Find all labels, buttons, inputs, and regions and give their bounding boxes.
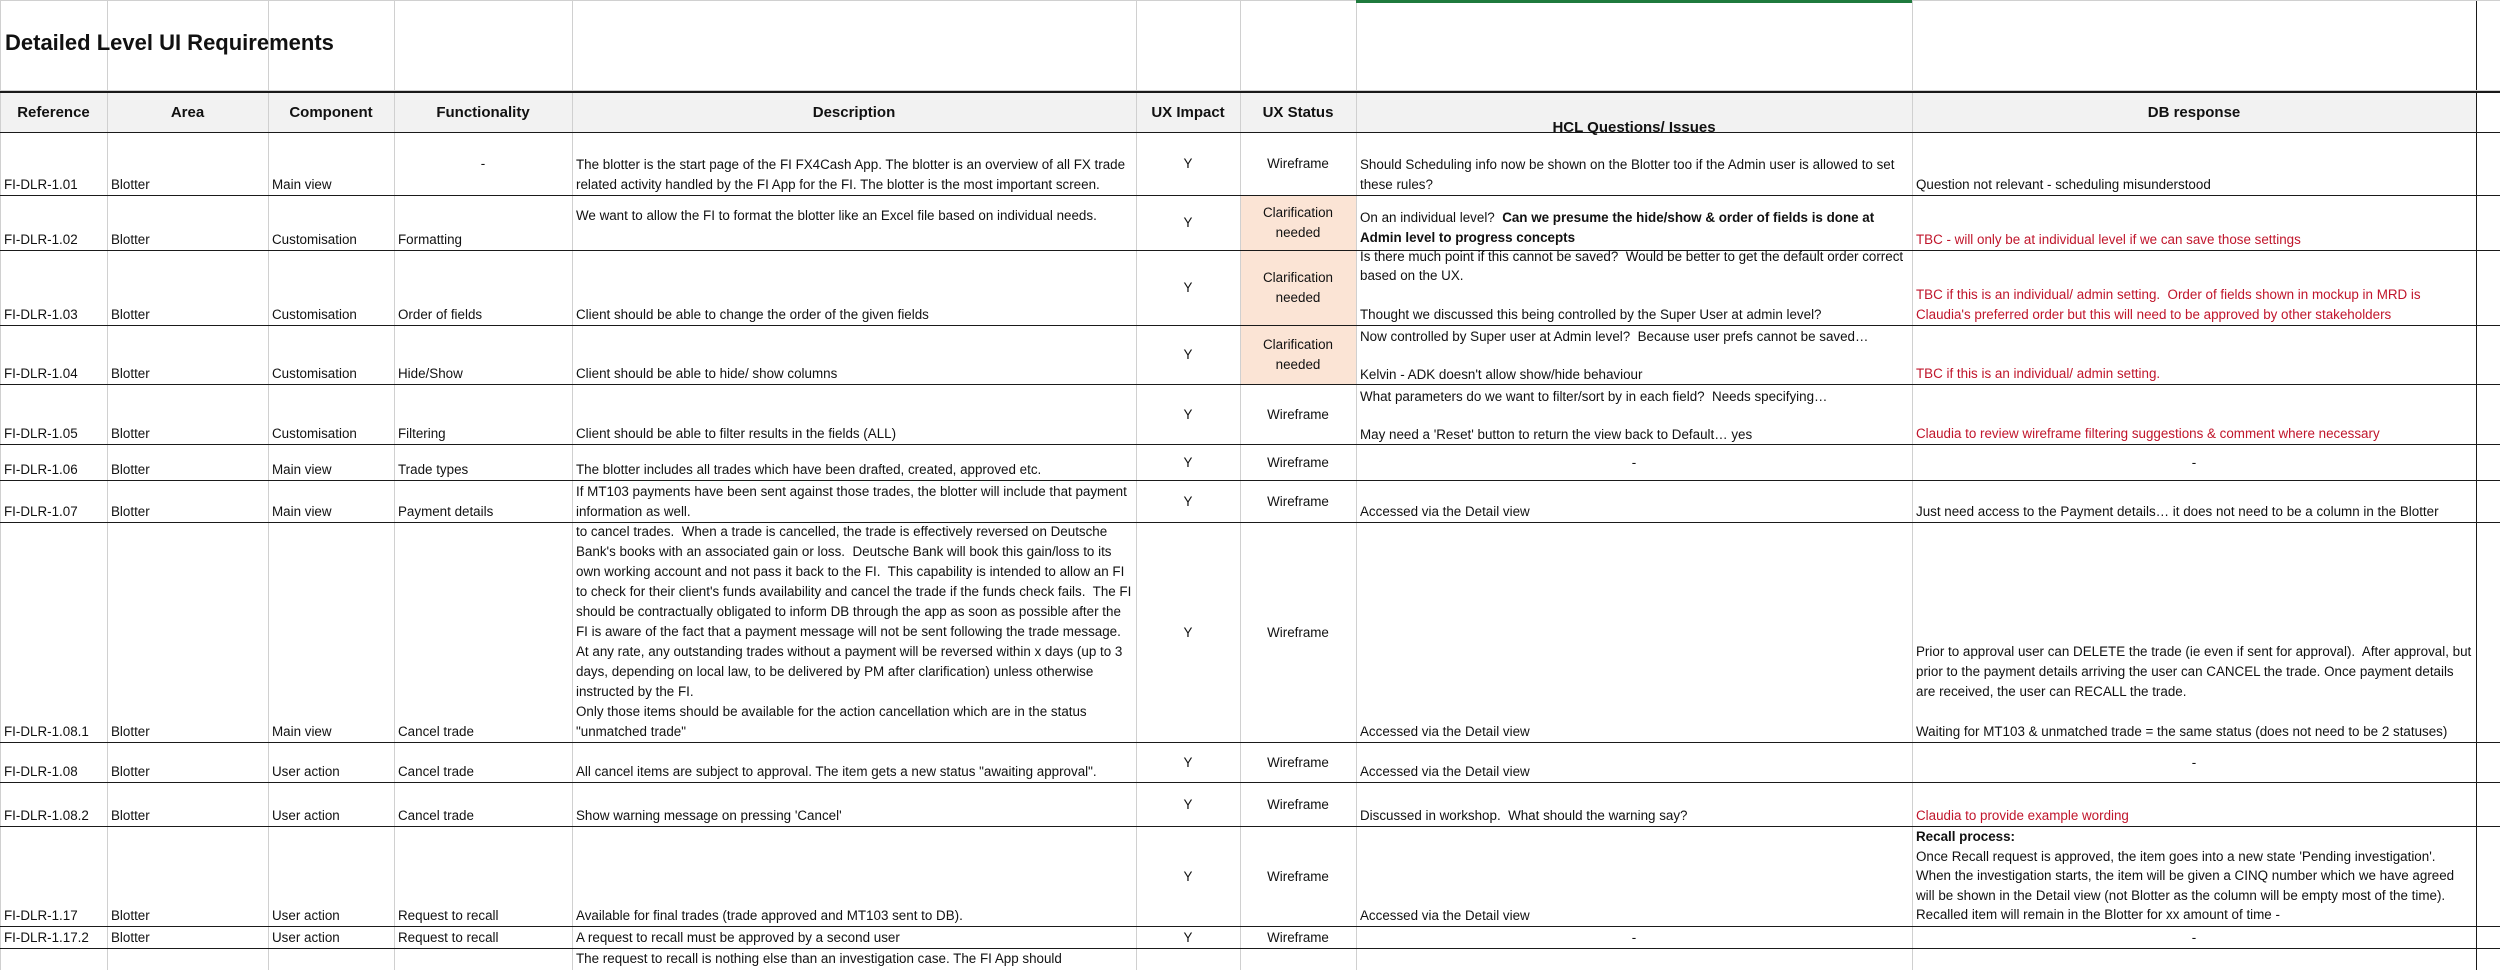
cell-hcl[interactable]: Accessed via the Detail view	[1360, 504, 1530, 519]
cell-component[interactable]: User action	[272, 764, 340, 779]
cell-db-response[interactable]: -	[2191, 929, 2197, 945]
cell-ux-status[interactable]: Wireframe	[1267, 454, 1329, 470]
gridline	[268, 0, 269, 970]
gridline	[1356, 0, 1357, 970]
header-description[interactable]: Description	[812, 103, 896, 121]
cell-functionality[interactable]: Request to recall	[398, 908, 499, 923]
cell-component[interactable]: Main view	[272, 177, 332, 192]
cell-description[interactable]: to cancel trades. When a trade is cancelled, the trade is effectively reversed on Deutsche Bank's books with an associated gain or loss. Deutsche Bank will book this gain/loss to its own working account and not pass it back to the FI. This capability is intended to allow an FI to check for their client's funds availability and cancel the trade if the funds check fails. The FI should be contractually obligated to inform DB through the app as soon as possible after the FI is aware of the fact that a payment message will not be sent following the trade message. At any rate, any outstanding trades without a payment will be reversed within x days (up to 3 days, depending on local law, to be delivered by PM after clarification) unless otherwise instructed by the FI. Only those items should be available for the action cancellation which are in the status "unmatched trade"	[576, 524, 1132, 739]
header-hcl-questions[interactable]: HCL Questions/ Issues	[1552, 119, 1716, 136]
cell-ux-status[interactable]: Wireframe	[1267, 868, 1329, 884]
cell-db-response[interactable]: Claudia to provide example wording	[1916, 808, 2129, 823]
cell-functionality[interactable]: Order of fields	[398, 307, 483, 322]
sheet-title: Detailed Level UI Requirements	[5, 30, 334, 55]
cell-ux-status[interactable]: Wireframe	[1267, 754, 1329, 770]
header-db-response[interactable]: DB response	[2147, 103, 2241, 121]
cell-ux-status[interactable]: Wireframe	[1267, 929, 1329, 945]
cell-functionality[interactable]: Request to recall	[398, 930, 499, 945]
cell-functionality[interactable]: Formatting	[398, 232, 462, 247]
cell-description[interactable]: Client should be able to hide/ show columns	[576, 366, 838, 381]
cell-component[interactable]: User action	[272, 908, 340, 923]
cell-area[interactable]: Blotter	[111, 764, 150, 779]
cell-ux-status[interactable]: Clarification needed	[1263, 270, 1333, 305]
cell-component[interactable]: Customisation	[272, 426, 357, 441]
cell-area[interactable]: Blotter	[111, 462, 150, 477]
cell-ux-impact[interactable]: Y	[1183, 493, 1193, 509]
cell-area[interactable]: Blotter	[111, 808, 150, 823]
cell-functionality[interactable]: Trade types	[398, 462, 469, 477]
cell-ux-impact[interactable]: Y	[1183, 454, 1193, 470]
cell-description[interactable]: The blotter is the start page of the FI FX4Cash App. The blotter is an overview of all FX trade related activity handled by the FI App for the FI. The blotter is the most important screen.	[576, 157, 1129, 192]
cell-ux-status[interactable]: Wireframe	[1267, 493, 1329, 509]
header-functionality[interactable]: Functionality	[436, 103, 530, 121]
cell-functionality[interactable]: -	[480, 156, 486, 171]
cell-hcl[interactable]: Discussed in workshop. What should the warning say?	[1360, 808, 1688, 823]
cell-area[interactable]: Blotter	[111, 724, 150, 739]
cell-component[interactable]: User action	[272, 930, 340, 945]
cell-ux-status[interactable]: Wireframe	[1267, 624, 1329, 640]
cell-functionality[interactable]: Payment details	[398, 504, 494, 519]
header-ux-impact[interactable]: UX Impact	[1151, 103, 1225, 121]
cell-hcl[interactable]	[1360, 208, 1910, 250]
cell-description[interactable]: The blotter includes all trades which have been drafted, created, approved etc.	[576, 462, 1042, 477]
cell-reference[interactable]: FI-DLR-1.04	[4, 366, 78, 381]
cell-ux-impact[interactable]: Y	[1183, 754, 1193, 770]
cell-reference[interactable]: FI-DLR-1.06	[4, 462, 78, 477]
cell-reference[interactable]: FI-DLR-1.08.1	[4, 724, 89, 739]
gridline	[0, 0, 1, 970]
cell-db-response[interactable]: Question not relevant - scheduling misunderstood	[1916, 177, 2211, 192]
cell-ux-impact[interactable]: Y	[1183, 796, 1193, 812]
cell-hcl[interactable]: Is there much point if this cannot be saved? Would be better to get the default order correct based on the UX. Thought we discussed this being controlled by the Super User at admin level?	[1360, 248, 1904, 323]
db-response-heading: Recall process:	[1916, 829, 2015, 844]
cell-component[interactable]: Customisation	[272, 232, 357, 247]
cell-ux-status[interactable]: Wireframe	[1267, 156, 1329, 171]
cell-area[interactable]: Blotter	[111, 426, 150, 441]
cell-hcl[interactable]: Now controlled by Super user at Admin level? Because user prefs cannot be saved… Kelvin - ADK doesn't allow show/hide behaviour	[1360, 329, 1869, 382]
cell-reference[interactable]: FI-DLR-1.07	[4, 504, 78, 519]
cell-description[interactable]: The request to recall is nothing else than an investigation case. The FI App should	[576, 951, 1062, 966]
cell-reference[interactable]: FI-DLR-1.03	[4, 307, 78, 322]
cell-db-response[interactable]: -	[2191, 454, 2197, 470]
hcl-text: On an individual level?	[1360, 210, 1503, 225]
db-response-text: Once Recall request is approved, the item goes into a new state 'Pending investigation'. When the investigation starts, the item will be given a CINQ number which we have agreed will be shown in the Detail view (not Blotter as the column will be empty most of the time). Recalled item will remain in the Blotter for xx amount of time -	[1916, 848, 2458, 922]
cell-description[interactable]: Show warning message on pressing 'Cancel'	[576, 808, 842, 823]
cell-reference[interactable]: FI-DLR-1.17.2	[4, 930, 89, 945]
cell-ux-impact[interactable]: Y	[1183, 156, 1193, 171]
cell-hcl[interactable]: Accessed via the Detail view	[1360, 724, 1530, 739]
cell-ux-impact[interactable]: Y	[1183, 929, 1193, 945]
cell-db-response[interactable]: TBC - will only be at individual level if we can save those settings	[1916, 232, 2301, 247]
header-ux-status[interactable]: UX Status	[1262, 103, 1334, 121]
cell-db-response[interactable]: TBC if this is an individual/ admin setting.	[1916, 366, 2161, 381]
cell-functionality[interactable]: Cancel trade	[398, 764, 474, 779]
cell-description[interactable]: A request to recall must be approved by a second user	[576, 930, 900, 945]
cell-db-response[interactable]	[1916, 827, 2474, 926]
gridline	[0, 0, 2500, 1]
cell-area[interactable]: Blotter	[111, 232, 150, 247]
cell-hcl[interactable]: -	[1631, 454, 1637, 470]
cell-component[interactable]: Main view	[272, 504, 332, 519]
cell-description[interactable]: If MT103 payments have been sent against those trades, the blotter will include that payment information as well.	[576, 484, 1131, 519]
header-area[interactable]: Area	[170, 103, 205, 121]
gridline	[572, 0, 573, 970]
cell-ux-impact[interactable]: Y	[1183, 624, 1193, 640]
cell-component[interactable]: Main view	[272, 462, 332, 477]
cell-reference[interactable]: FI-DLR-1.08.2	[4, 808, 89, 823]
cell-reference[interactable]: FI-DLR-1.05	[4, 426, 78, 441]
cell-area[interactable]: Blotter	[111, 366, 150, 381]
header-reference[interactable]: Reference	[17, 103, 90, 121]
cell-functionality[interactable]: Filtering	[398, 426, 446, 441]
cell-ux-impact[interactable]: Y	[1183, 868, 1193, 884]
cell-ux-status[interactable]: Clarification needed	[1263, 337, 1333, 372]
cell-reference[interactable]: FI-DLR-1.08	[4, 764, 78, 779]
cell-description[interactable]: We want to allow the FI to format the blotter like an Excel file based on individual needs.	[576, 208, 1097, 223]
hcl-bold-text: Can we presume the hide/show & order of fields is done at Admin level to progress concepts	[1360, 210, 1878, 245]
cell-ux-impact[interactable]: Y	[1183, 215, 1193, 230]
cell-ux-status[interactable]: Wireframe	[1267, 796, 1329, 812]
cell-reference[interactable]: FI-DLR-1.01	[4, 177, 78, 192]
cell-area[interactable]: Blotter	[111, 177, 150, 192]
gridline	[107, 0, 108, 970]
cell-area[interactable]: Blotter	[111, 908, 150, 923]
cell-functionality[interactable]: Hide/Show	[398, 366, 463, 381]
cell-description[interactable]: Client should be able to change the order of the given fields	[576, 307, 929, 322]
cell-component[interactable]: Customisation	[272, 366, 357, 381]
cell-description[interactable]: Available for final trades (trade approved and MT103 sent to DB).	[576, 908, 963, 923]
cell-reference[interactable]: FI-DLR-1.02	[4, 232, 78, 247]
cell-area[interactable]: Blotter	[111, 504, 150, 519]
cell-db-response[interactable]: Claudia to review wireframe filtering suggestions & comment where necessary	[1916, 426, 2380, 441]
cell-db-response[interactable]: TBC if this is an individual/ admin setting. Order of fields shown in mockup in MRD is Claudia's preferred order but this will need to be approved by other stakeholders	[1916, 287, 2425, 322]
cell-hcl[interactable]: Should Scheduling info now be shown on the Blotter too if the Admin user is allowed to set these rules?	[1360, 157, 1899, 192]
cell-description[interactable]: All cancel items are subject to approval. The item gets a new status "awaiting approval".	[576, 764, 1097, 779]
cell-hcl[interactable]: -	[1631, 929, 1637, 945]
cell-db-response[interactable]: Prior to approval user can DELETE the trade (ie even if sent for approval). After approval, but prior to the payment details arriving the user can CANCEL the trade. Once payment details are received, the user can RECALL the trade. Waiting for MT103 & unmatched trade = the same status (does not need to be 2 statuses)	[1916, 644, 2472, 739]
gridline	[2476, 0, 2477, 970]
cell-ux-status[interactable]: Clarification needed	[1263, 205, 1333, 240]
cell-ux-status[interactable]: Wireframe	[1267, 406, 1329, 422]
cell-hcl[interactable]: Accessed via the Detail view	[1360, 908, 1530, 923]
cell-component[interactable]: User action	[272, 808, 340, 823]
cell-hcl[interactable]: What parameters do we want to filter/sort by in each field? Needs specifying… May need a 'Reset' button to return the view back to Default… yes	[1360, 389, 1828, 442]
cell-functionality[interactable]: Cancel trade	[398, 724, 474, 739]
row-border	[0, 948, 2500, 949]
gridline	[1912, 0, 1913, 970]
cell-component[interactable]: Main view	[272, 724, 332, 739]
cell-area[interactable]: Blotter	[111, 307, 150, 322]
cell-db-response[interactable]: Just need access to the Payment details… it does not need to be a column in the Blotter	[1916, 504, 2439, 519]
cell-functionality[interactable]: Cancel trade	[398, 808, 474, 823]
header-component[interactable]: Component	[289, 103, 373, 121]
cell-area[interactable]: Blotter	[111, 930, 150, 945]
cell-ux-impact[interactable]: Y	[1183, 280, 1193, 295]
cell-hcl[interactable]: Accessed via the Detail view	[1360, 764, 1530, 779]
cell-description[interactable]: Client should be able to filter results in the fields (ALL)	[576, 426, 897, 441]
cell-component[interactable]: Customisation	[272, 307, 357, 322]
cell-ux-impact[interactable]: Y	[1183, 406, 1193, 422]
selected-column-indicator	[1356, 0, 1912, 3]
cell-reference[interactable]: FI-DLR-1.17	[4, 908, 78, 923]
cell-db-response[interactable]: -	[2191, 754, 2197, 770]
cell-ux-impact[interactable]: Y	[1183, 347, 1193, 362]
